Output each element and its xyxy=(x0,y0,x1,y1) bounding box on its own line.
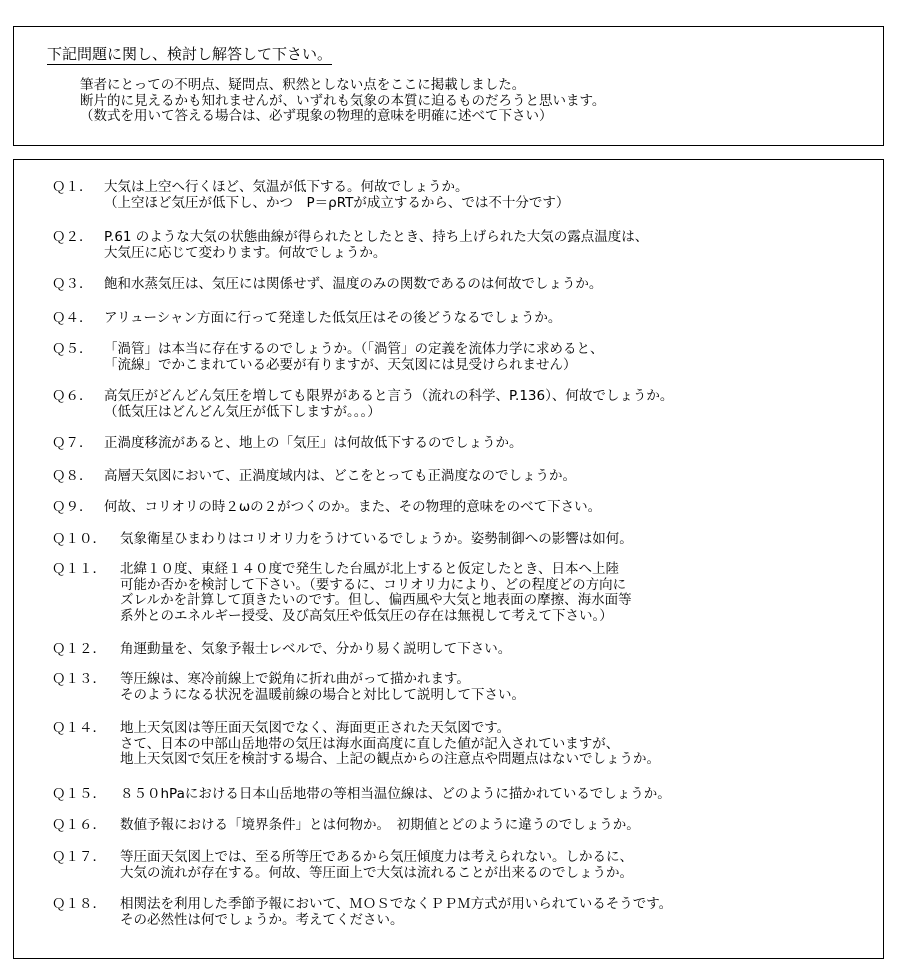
question-number: Ｑ１０． xyxy=(52,531,106,547)
question-item xyxy=(52,818,640,834)
questions-box xyxy=(13,159,884,959)
question-text-line: 角運動量を、気象予報士レベルで、分かり易く説明して下さい。 xyxy=(120,641,512,657)
question-text-line: 数値予報における「境界条件」とは何物か。 初期値とどのように違うのでしょうか。 xyxy=(120,817,640,833)
question-text-line: そのようになる状況を温暖前線の場合と対比して説明して下さい。 xyxy=(120,686,525,703)
question-number: Ｑ８． xyxy=(52,468,93,484)
question-text-line: 「流線」でかこまれている必要が有りますが、天気図には見受けられません） xyxy=(104,356,577,373)
question-text-line: 等圧面天気図上では、至る所等圧であるから気圧傾度力は考えられない。しかるに、 xyxy=(120,849,633,865)
question-text-line: アリューシャン方面に行って発達した低気圧はその後どうなるでしょうか。 xyxy=(104,310,562,326)
question-item xyxy=(52,311,561,327)
question-text-line: 相関法を利用した季節予報において、ＭＯＳでなくＰＰＭ方式が用いられているそうです。 xyxy=(120,896,673,912)
question-item xyxy=(52,897,672,928)
question-item xyxy=(52,342,604,373)
question-item xyxy=(52,389,673,420)
question-item xyxy=(52,562,632,624)
question-number: Ｑ２． xyxy=(52,229,93,245)
question-text-line: さて、日本の中部山岳地帯の気圧は海水面高度に直した値が記入されていますが、 xyxy=(120,735,620,752)
question-number: Ｑ１５． xyxy=(52,786,106,802)
question-text-line: 北緯１０度、東経１４０度で発生した台風が北上すると仮定したとき、日本へ上陸 xyxy=(120,561,619,577)
question-number: Ｑ４． xyxy=(52,310,93,326)
question-item xyxy=(52,787,671,803)
question-text-line: 大気圧に応じて変わります。何故でしょうか。 xyxy=(104,244,387,261)
question-number: Ｑ７． xyxy=(52,435,93,451)
question-text-line: 系外とのエネルギー授受、及び高気圧や低気圧の存在は無視して考えて下さい。） xyxy=(120,607,613,624)
question-item xyxy=(52,850,633,881)
question-item xyxy=(52,469,576,485)
question-item xyxy=(52,230,648,261)
question-item xyxy=(52,532,633,548)
intro-box xyxy=(13,26,884,146)
question-number: Ｑ９． xyxy=(52,499,93,515)
question-text-line: 高層天気図において、正渦度域内は、どこをとっても正渦度なのでしょうか。 xyxy=(104,468,576,484)
question-item xyxy=(52,642,511,658)
question-text-line: （低気圧はどんどん気圧が低下しますが。。。） xyxy=(104,403,381,420)
question-item xyxy=(52,180,569,211)
question-item xyxy=(52,277,602,293)
question-text-line: 等圧線は、寒冷前線上で鋭角に折れ曲がって描かれます。 xyxy=(120,671,470,687)
question-text-line: （上空ほど気圧が低下し、かつ P＝ρRTが成立するから、では不十分です） xyxy=(104,194,570,211)
question-item xyxy=(52,500,601,516)
question-number: Ｑ６． xyxy=(52,388,93,404)
question-number: Ｑ１． xyxy=(52,179,93,195)
question-text-line: 何故、コリオリの時２ωの２がつくのか。また、その物理的意味をのべて下さい。 xyxy=(104,499,602,515)
intro-line: 筆者にとっての不明点、疑問点、釈然としない点をここに掲載しました。 xyxy=(80,77,526,93)
question-number: Ｑ５． xyxy=(52,341,93,357)
question-text-line: 正渦度移流があると、地上の「気圧」は何故低下するのでしょうか。 xyxy=(104,435,523,451)
question-text-line: その必然性は何でしょうか。考えてください。 xyxy=(120,911,404,928)
question-text-line: 地上天気図は等圧面天気図でなく、海面更正された天気図です。 xyxy=(120,720,511,736)
question-text-line: ８５０hPaにおける日本山岳地帯の等相当温位線は、どのように描かれているでしょうか。 xyxy=(120,786,671,802)
question-number: Ｑ１２． xyxy=(52,641,106,657)
question-number: Ｑ１６． xyxy=(52,817,106,833)
intro-line: 断片的に見えるかも知れませんが、いずれも気象の本質に迫るものだろうと思います。 xyxy=(80,92,606,109)
intro-heading: 下記問題に関し、検討し解答して下さい。 xyxy=(47,45,333,63)
question-text-line: 地上天気図で気圧を検討する場合、上記の観点からの注意点や問題点はないでしょうか。 xyxy=(120,751,660,767)
question-number: Ｑ３． xyxy=(52,276,93,292)
intro-text xyxy=(80,78,605,125)
question-text-line: ズレルかを計算して頂きたいのです。但し、偏西風や大気と地表面の摩擦、海水面等 xyxy=(120,592,632,608)
question-item xyxy=(52,436,523,452)
question-text-line: 大気は上空へ行くほど、気温が低下する。何故でしょうか。 xyxy=(104,179,469,195)
question-text-line: 「渦管」は本当に存在するのでしょうか。（「渦管」の定義を流体力学に求めると、 xyxy=(104,341,604,357)
question-text-line: 可能か否かを検討して下さい。（要するに、コリオリ力により、どの程度どの方向に xyxy=(120,576,627,593)
question-item xyxy=(52,721,660,768)
question-text-line: 飽和水蒸気圧は、気圧には関係せず、温度のみの関数であるのは何故でしょうか。 xyxy=(104,276,603,292)
question-item xyxy=(52,672,525,703)
question-text-line: P.61 のような大気の状態曲線が得られたとしたとき、持ち上げられた大気の露点温度は、 xyxy=(104,229,649,245)
question-number: Ｑ１７． xyxy=(52,849,106,865)
question-text-line: 大気の流れが存在する。何故、等圧面上で大気は流れることが出来るのでしょうか。 xyxy=(120,864,633,881)
question-text-line: 高気圧がどんどん気圧を増しても限界があると言う（流れの科学、P.136）、何故でしょうか。 xyxy=(104,388,674,404)
intro-line: （数式を用いて答える場合は、必ず現象の物理的意味を明確に述べて下さい） xyxy=(80,108,553,124)
question-text-line: 気象衛星ひまわりはコリオリ力をうけているでしょうか。姿勢制御への影響は如何。 xyxy=(120,531,633,547)
question-number: Ｑ１１． xyxy=(52,561,106,577)
question-number: Ｑ１３． xyxy=(52,671,106,687)
question-number: Ｑ１４． xyxy=(52,720,106,736)
question-number: Ｑ１８． xyxy=(52,896,106,912)
